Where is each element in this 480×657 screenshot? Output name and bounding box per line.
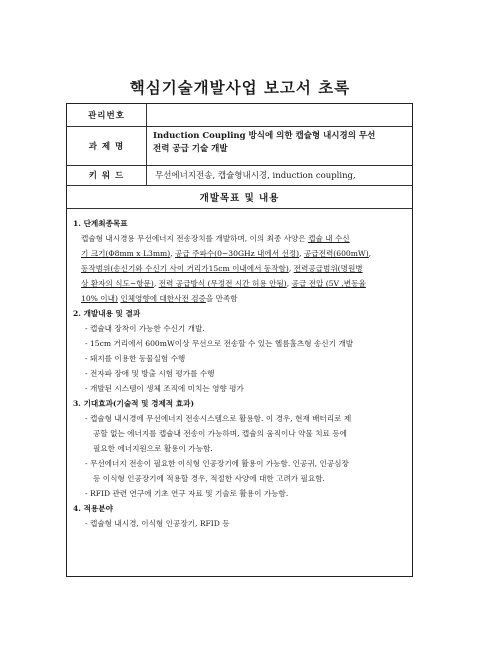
goal-text: 을 만족함 (205, 294, 238, 303)
project-title-line-2: 전력 공급 기술 개발 (153, 144, 228, 154)
list-item: - 전자파 장애 및 방출 시험 평가를 수행 (85, 369, 215, 378)
abstract-content (73, 216, 406, 531)
goal-spec: 공급전력(600mW) (303, 249, 369, 258)
list-item: - 15cm 거리에서 600mW이상 무선으로 전송할 수 있는 헬름홀츠형 송신기 개발 (85, 339, 354, 348)
goal-line-1 (73, 231, 406, 246)
goal-spec: 전력공급범위(명원병 (293, 264, 363, 273)
section-1-heading: 1. 단계최종목표 (73, 219, 128, 228)
list-item-continuation: 공할 없는 에너지를 캡슐내 전송이 가능하며, 캡슐의 움직이나 약물 치료 등에 (93, 429, 347, 438)
keywords-label: 키 워 드 (67, 165, 147, 185)
section-2-heading: 2. 개발내용 및 결과 (73, 309, 141, 318)
goal-text: , (288, 264, 294, 273)
management-number-label: 관리번호 (67, 104, 147, 126)
list-item: - 돼지를 이용한 동물실험 수행 (85, 354, 186, 363)
goal-spec: 캡슐 내 수신 (308, 234, 350, 243)
goal-spec: 동작범위(송신기와 수신기 사이 거리가15cm 이내에서 동작함) (81, 264, 289, 273)
goal-spec: 10% 이내) (81, 294, 118, 303)
list-item: - 캡슐형 내시경에 무선에너지 전송시스템으로 활용함. 이 경우, 현재 배터리로 제 (85, 414, 352, 423)
goal-text: , (170, 249, 176, 258)
goal-text: , (286, 279, 292, 288)
goal-line-2 (73, 246, 406, 261)
list-item: - RFID 관련 연구에 기초 연구 자료 및 기술로 활용이 가능함. (85, 489, 289, 498)
section-4-heading: 4. 적용분야 (73, 504, 113, 513)
project-title-label: 과 제 명 (67, 126, 147, 165)
row-management-number (67, 104, 412, 127)
list-item: - 무선에너지 전송이 필요한 이식형 인공장기에 활용이 가능함. 인공귀, 인공심장 (85, 459, 349, 468)
row-project-title (67, 126, 412, 166)
goal-text: , (153, 279, 159, 288)
goal-text: 캡슐형 내시경용 무선에너지 전송장치를 개발하며, 이의 최종 사양은 (81, 234, 309, 243)
list-item: - 캡슐형 내시경, 이식형 인공장기, RFID 등 (85, 519, 230, 528)
goal-text: , (368, 249, 372, 258)
project-title-line-1: Induction Coupling 방식에 의한 캡슐형 내시경의 무선 (153, 131, 376, 141)
keywords-value: 무선에너지전송, 캡슐형내시경, induction coupling, (155, 171, 356, 181)
list-item-continuation: 필요한 에너지원으로 활용이 가능함. (93, 444, 213, 453)
goal-line-3 (73, 261, 406, 276)
goal-line-4 (73, 276, 406, 291)
list-item: - 개발된 시스템이 생체 조직에 미치는 영향 평가 (85, 384, 244, 393)
section-3-heading: 3. 기대효과(기술적 및 경제적 효과) (73, 399, 195, 408)
list-item-continuation: 등 이식형 인공장기에 적용할 경우, 적절한 사양에 대한 고려가 필요함. (93, 474, 325, 483)
section-title: 개발목표 및 내용 (199, 192, 280, 204)
document-title: 핵심기술개발사업 보고서 초록 (129, 78, 351, 97)
goal-line-5 (73, 291, 406, 306)
goal-spec: 기 크기(Φ8mm x L3mm) (81, 249, 171, 258)
goal-text: , (299, 249, 304, 258)
list-item: - 캡슐내 장착이 가능한 수신기 개발. (85, 324, 205, 333)
project-title-value (153, 126, 406, 165)
goal-spec: 상 환자의 식도~항문) (81, 279, 154, 288)
goal-spec: 공급 전압 (5V ,변동율 (291, 279, 366, 288)
goal-spec: 공급 주파수(0~30GHz 내에서 선정) (175, 249, 300, 258)
row-keywords (67, 165, 412, 186)
abstract-table (66, 103, 413, 577)
goal-spec: 전력 공급방식 (무정전 시간 허용 안됨) (158, 279, 287, 288)
row-section-title (67, 185, 412, 209)
goal-spec: 인체영향에 대한사전 검증 (120, 294, 206, 303)
management-number-value (153, 104, 406, 126)
